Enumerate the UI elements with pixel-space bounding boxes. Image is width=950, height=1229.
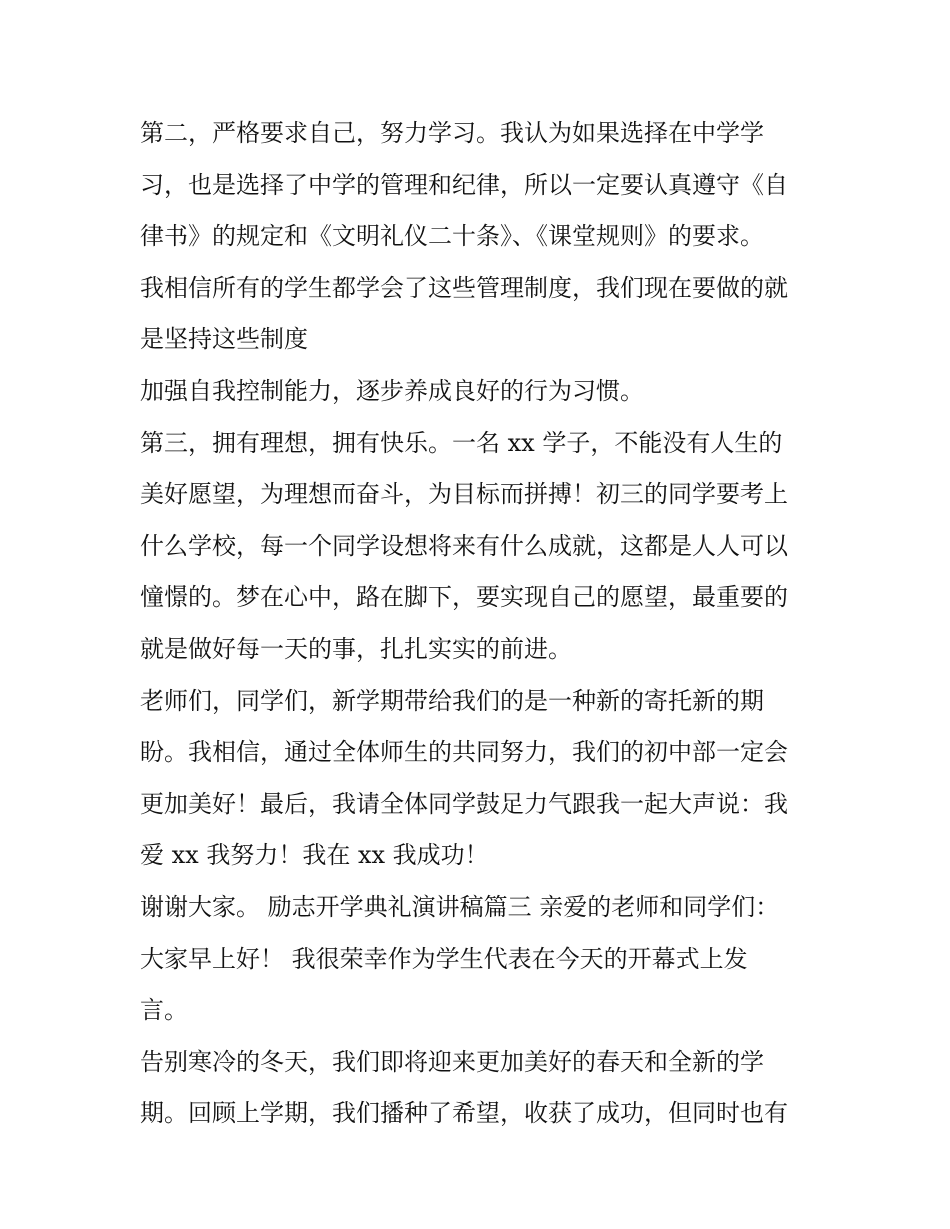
text-line: 更加美好！最后，我请全体同学鼓足力气跟我一起大声说：我 — [140, 789, 788, 818]
text-line: 加强自我控制能力，逐步养成良好的行为习惯。 — [140, 376, 644, 405]
text-line: 我相信所有的学生都学会了这些管理制度，我们现在要做的就 — [140, 273, 788, 302]
text-line: 谢谢大家。 励志开学典礼演讲稿篇三 亲爱的老师和同学们： — [140, 892, 780, 921]
text-line: 律书》的规定和《文明礼仪二十条》、《课堂规则》的要求。 — [140, 222, 764, 251]
text-line: 告别寒冷的冬天，我们即将迎来更加美好的春天和全新的学 — [140, 1047, 764, 1076]
text-line: 美好愿望，为理想而奋斗，为目标而拼搏！初三的同学要考上 — [140, 480, 788, 509]
text-line: 言。 — [140, 996, 188, 1025]
text-line: 就是做好每一天的事，扎扎实实的前进。 — [140, 634, 572, 663]
text-line: 爱 xx 我努力！我在 xx 我成功！ — [140, 841, 489, 870]
text-line: 大家早上好！ 我很荣幸作为学生代表在今天的开幕式上发 — [140, 944, 748, 973]
text-line: 习，也是选择了中学的管理和纪律，所以一定要认真遵守《自 — [140, 170, 788, 199]
text-line: 老师们，同学们，新学期带给我们的是一种新的寄托新的期 — [140, 686, 764, 715]
text-line: 什么学校，每一个同学设想将来有什么成就，这都是人人可以 — [140, 531, 788, 560]
text-line: 第三，拥有理想，拥有快乐。一名 xx 学子，不能没有人生的 — [140, 428, 783, 457]
text-line: 期。回顾上学期，我们播种了希望，收获了成功，但同时也有 — [140, 1099, 788, 1128]
text-line: 憧憬的。梦在心中，路在脚下，要实现自己的愿望，最重要的 — [140, 583, 788, 612]
text-line: 第二，严格要求自己，努力学习。我认为如果选择在中学学 — [140, 119, 764, 147]
body-text — [140, 108, 820, 1140]
text-line: 是坚持这些制度 — [140, 325, 308, 354]
text-line: 盼。我相信，通过全体师生的共同努力，我们的初中部一定会 — [140, 738, 788, 767]
